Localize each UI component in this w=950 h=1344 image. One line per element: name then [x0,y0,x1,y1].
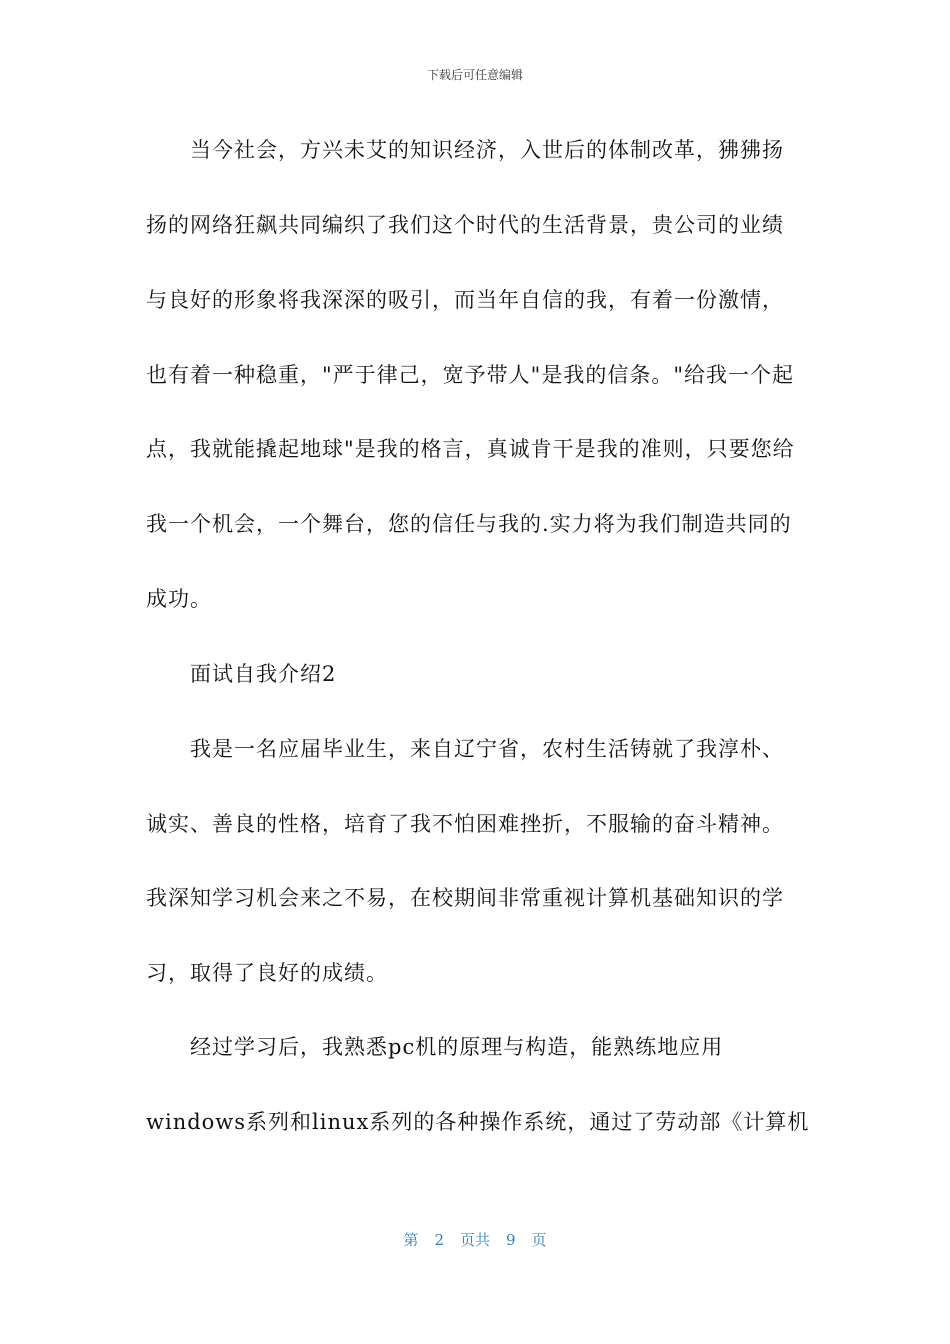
paragraph-line: 与良好的形象将我深深的吸引，而当年自信的我，有着一份激情， [146,288,784,312]
footer-page-number: 2 [434,1231,444,1249]
section-heading: 面试自我介绍2 [190,662,337,686]
footer-middle: 页共 [459,1231,490,1249]
paragraph-line: windows系列和linux系列的各种操作系统，通过了劳动部《计算机 [146,1110,810,1134]
paragraph-line: 我一个机会，一个舞台，您的信任与我的.实力将为我们制造共同的 [146,512,792,536]
paragraph-line: 我深知学习机会来之不易，在校期间非常重视计算机基础知识的学 [146,886,784,910]
paragraph-line: 诚实、善良的性格，培育了我不怕困难挫折，不服输的奋斗精神。 [146,812,784,836]
paragraph-line: 习，取得了良好的成绩。 [146,961,388,985]
paragraph-line: 成功。 [146,587,212,611]
footer-total-pages: 9 [506,1231,516,1249]
paragraph-line: 当今社会，方兴未艾的知识经济，入世后的体制改革，狒狒扬 [190,138,784,162]
page-footer [0,1229,950,1250]
paragraph-line: 经过学习后，我熟悉pc机的原理与构造，能熟练地应用 [190,1035,724,1059]
footer-suffix: 页 [531,1231,547,1249]
paragraph-line: 也有着一种稳重，"严于律己，宽予带人"是我的信条。"给我一个起 [146,363,794,387]
paragraph-line: 我是一名应届毕业生，来自辽宁省，农村生活铸就了我淳朴、 [190,737,784,761]
paragraph-line: 扬的网络狂飙共同编织了我们这个时代的生活背景，贵公司的业绩 [146,213,784,237]
footer-prefix: 第 [403,1231,419,1249]
page-header: 下载后可任意编辑 [426,68,523,82]
paragraph-line: 点，我就能撬起地球"是我的格言，真诚肯干是我的准则，只要您给 [146,437,795,461]
